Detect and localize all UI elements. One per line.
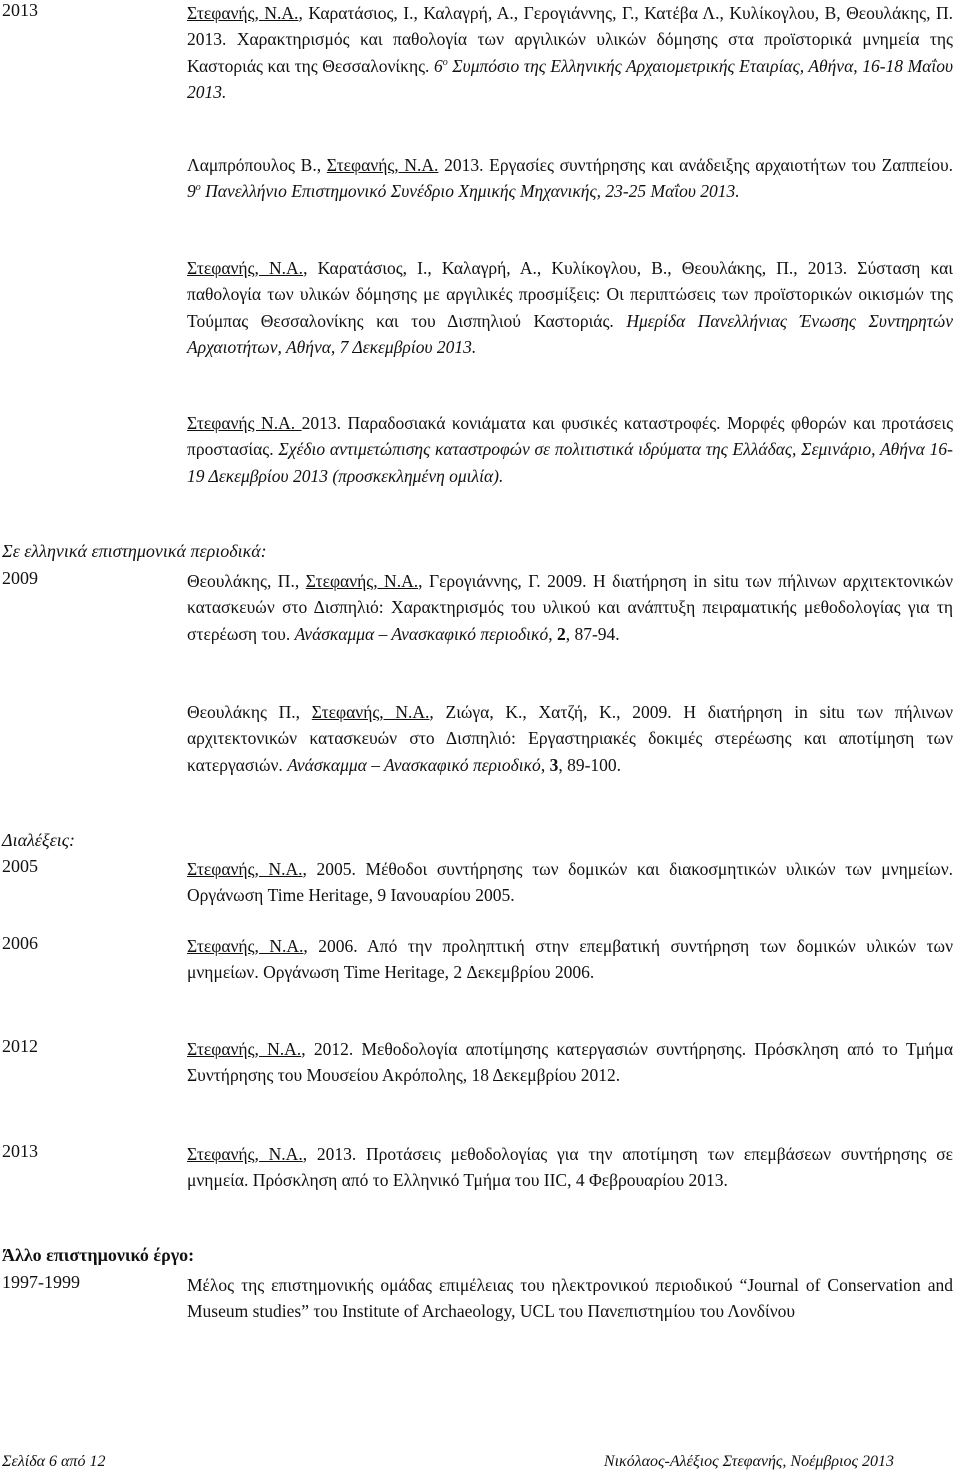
author-name: Στεφανής, Ν.Α. — [187, 1144, 303, 1164]
author-name: Στεφανής, Ν.Α. — [187, 258, 304, 278]
section-heading-journals: Σε ελληνικά επιστημονικά περιοδικά: — [2, 541, 267, 561]
venue: Σχέδιο αντιμετώπισης καταστροφών σε πολιτιστικά ιδρύματα της Ελλάδας, Σεμινάριο, Αθήνα 16-19 Δεκεμβρίου 2013 (προσκεκλημένη ομιλία). — [187, 439, 953, 486]
author-name: Στεφανής, Ν.Α. — [187, 3, 299, 23]
author-name: Στεφανής, Ν.Α. — [187, 859, 303, 879]
author-name: Στεφανής Ν.Α. — [187, 413, 302, 433]
entry-text: , Καρατάσιος, Ι., Καλαγρή, Α., Κυλίκογλου, Β., Θεουλάκης, Π., 2013. Σύσταση και παθολογία των υλικών δόμησης με αργιλικές προσμίξεις: Οι περιπτώσεις των προϊστορικών οικισμών της Τούμπας Θεσσαλονίκης και του Δισπηλιού Καστοριάς. — [187, 258, 954, 331]
volume: 3 — [549, 754, 559, 775]
journal-entry: Θεουλάκης, Π., Στεφανής, Ν.Α., Γερογιάννης, Γ. 2009. Η διατήρηση in situ των πήλινων αρχιτεκτονικών κατασκευών στο Δισπηλιό: Χαρακτηρισμός του υλικού και ανάπτυξη πειραματικής μεθοδολογίας για τη στερέωση του. Ανάσκαμμα – Ανασκαφικό περιοδικό, 2, 87-94. — [187, 571, 954, 644]
entry-text: Μέλος της επιστημονικής ομάδας επιμέλειας του ηλεκτρονικού περιοδικού “Journal of Conservation and Museum studies” του Institute of Archaeology, UCL του Πανεπιστημίου του Λονδίνου — [187, 1275, 953, 1322]
pages: , 89-100. — [558, 754, 622, 775]
entry-text: , 2013. Προτάσεις μεθοδολογίας για την αποτίμηση των επεμβάσεων συντήρησης σε μνημεία. Πρόσκληση από το Ελληνικό Τμήμα του IIC, 4 Φεβρουαρίου 2013. — [187, 1144, 953, 1191]
journal-title: Ανάσκαμμα – Ανασκαφικό περιοδικό — [287, 754, 541, 775]
entry-year: 2013 — [2, 0, 38, 20]
author-name: Στεφανής, Ν.Α. — [305, 571, 419, 591]
entry-year: 2009 — [2, 568, 38, 588]
entry-text: , Γερογιάννης, Γ. 2009. Η διατήρηση in situ των πήλινων αρχιτεκτονικών κατασκευών στο Δισπηλιό: Χαρακτηρισμός του υλικού και ανάπτυξη πειραματικής μεθοδολογίας για τη στερέωση του. — [187, 571, 954, 644]
entry-year: 1997-1999 — [2, 1272, 80, 1292]
entry-text: , Ζιώγα, Κ., Χατζή, Κ., 2009. Η διατήρηση in situ των πήλινων αρχιτεκτονικών κατασκευών στο Δισπηλιό: Εργαστηριακές δοκιμές στερέωσης και αποτίμηση των κατεργασιών. — [187, 702, 954, 775]
lecture-entry — [187, 1036, 953, 1089]
journal-title: Ανάσκαμμα – Ανασκαφικό περιοδικό — [294, 623, 549, 644]
venue: $9^o$ Πανελλήνιο Επιστημονικό Συνέδριο Χημικής Μηχανικής, 23-25 Μαΐου 2013. — [187, 181, 740, 202]
venue: $6^o$ Συμπόσιο της Ελληνικής Αρχαιομετρικής Εταιρίας, Αθήνα, 16-18 Μαΐου 2013. — [187, 55, 953, 102]
journal-entry: Θεουλάκης Π., Στεφανής, Ν.Α., Ζιώγα, Κ., Χατζή, Κ., 2009. Η διατήρηση in situ των πήλινων αρχιτεκτονικών κατασκευών στο Δισπηλιό: Εργαστηριακές δοκιμές στερέωσης και αποτίμηση των κατεργασιών. Ανάσκαμμα – Ανασκαφικό περιοδικό, 3, 89-100. — [187, 702, 954, 775]
pages: , 87-94. — [565, 623, 620, 644]
entry-text: Θεουλάκης Π., — [187, 702, 312, 722]
other-work-entry — [187, 1272, 953, 1325]
entry-year: 2005 — [2, 856, 38, 876]
volume: 2 — [556, 623, 566, 644]
entry-text: 2013. Εργασίες συντήρησης και ανάδειξης αρχαιοτήτων του Ζαππείου. — [438, 155, 953, 175]
entry-text: Λαμπρόπουλος Β., — [187, 155, 327, 175]
entry-year: 2012 — [2, 1036, 38, 1056]
conference-entry — [187, 255, 953, 360]
entry-text: , Καρατάσιος, Ι., Καλαγρή, Α., Γερογιάννης, Γ., Κατέβα Λ., Κυλίκογλου, Β, Θεουλάκης, Π. 2013. Χαρακτηρισμός και παθολογία των αργιλικών υλικών δόμησης στα προϊστορικά μνημεία της Καστοριάς και της Θεσσαλονίκης. — [187, 3, 953, 76]
lecture-entry — [187, 856, 953, 909]
venue: Ημερίδα Πανελλήνιας Ένωσης Συντηρητών Αρχαιοτήτων, Αθήνα, 7 Δεκεμβρίου 2013. — [187, 310, 953, 357]
entry-text: 2013. Παραδοσιακά κονιάματα και φυσικές καταστροφές. Μορφές φθορών και προτάσεις προστασίας. — [187, 413, 954, 460]
conference-entry — [187, 0, 953, 105]
author-name: Στεφανής, Ν.Α. — [187, 1039, 302, 1059]
lecture-entry — [187, 1141, 953, 1194]
conference-entry — [187, 410, 953, 489]
author-name: Στεφανής, Ν.Α. — [311, 702, 430, 722]
entry-text: , 2005. Μέθοδοι συντήρησης των δομικών και διακοσμητικών υλικών των μνημείων. Οργάνωση Time Heritage, 9 Ιανουαρίου 2005. — [187, 859, 953, 906]
conference-entry — [187, 152, 953, 205]
footer-author-date: Νικόλαος-Αλέξιος Στεφανής, Νοέμβριος 2013 — [603, 1453, 894, 1470]
entry-text: , 2006. Από την προληπτική στην επεμβατική συντήρηση των δομικών υλικών των μνημείων. Οργάνωση Time Heritage, 2 Δεκεμβρίου 2006. — [187, 936, 953, 983]
section-heading-other: Άλλο επιστημονικό έργο: — [2, 1245, 195, 1265]
section-heading-lectures: Διαλέξεις: — [2, 830, 76, 850]
author-name: Στεφανής, Ν.Α. — [326, 155, 439, 175]
page-number: Σελίδα 6 από 12 — [2, 1453, 106, 1470]
entry-year: 2013 — [2, 1141, 38, 1161]
lecture-entry — [187, 933, 953, 986]
entry-text: Θεουλάκης, Π., — [187, 571, 306, 591]
entry-text: , 2012. Μεθοδολογία αποτίμησης κατεργασιών συντήρησης. Πρόσκληση από το Τμήμα Συντήρησης του Μουσείου Ακρόπολης, 18 Δεκεμβρίου 2012. — [187, 1039, 953, 1086]
entry-year: 2006 — [2, 933, 38, 953]
author-name: Στεφανής, Ν.Α. — [187, 936, 304, 956]
